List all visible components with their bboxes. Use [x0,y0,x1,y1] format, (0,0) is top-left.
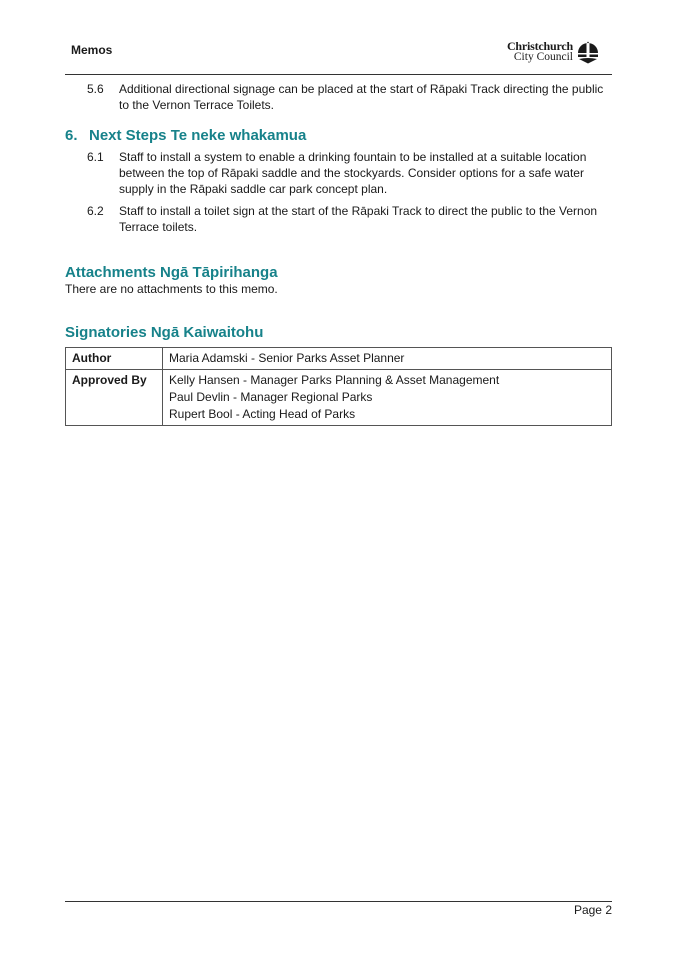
signatories-section [65,324,612,341]
table-row [66,348,612,370]
page-header [65,38,612,75]
paragraph-text: Staff to install a toilet sign at the start of the Rāpaki Track to direct the public to the Vernon Terrace toilets. [119,204,598,234]
next-steps-section [65,127,612,235]
paragraph-number: 5.6 [87,82,104,96]
page-footer [65,901,612,917]
paragraph-text: Additional directional signage can be placed at the start of Rāpaki Track directing the public to the Vernon Terrace Toilets. [119,82,604,112]
attachments-heading: Attachments Ngā Tāpirihanga [65,264,278,281]
paragraph-5-6 [65,81,612,113]
approver-name: Kelly Hansen - Manager Parks Planning & Asset Management [169,373,500,387]
section-number: 6. [65,127,78,144]
paragraph-6-2 [65,203,612,235]
paragraph-number: 6.2 [87,204,104,218]
section-heading [65,127,612,144]
logo-line-2: City Council [513,51,573,63]
cathedral-logo-icon [576,40,600,64]
paragraph-text: Staff to install a system to enable a drinking fountain to be installed at a suitable location between the top of Rāpaki saddle and the stockyards. Consider options for a safe water supply in the Rāpaki saddle car park concept plan. [119,150,587,196]
approved-by-label: Approved By [66,370,163,426]
signatories-heading: Signatories Ngā Kaiwaitohu [65,324,264,341]
approvers-cell [163,370,612,426]
section-title: Next Steps Te neke whakamua [89,127,307,144]
header-label: Memos [71,43,113,57]
attachments-section [65,264,612,297]
author-label: Author [66,348,163,370]
approver-name: Paul Devlin - Manager Regional Parks [169,390,373,404]
council-logo [507,40,600,64]
table-row [66,370,612,426]
logo-line-1: Christchurch [506,39,573,53]
page-number: Page 2 [573,903,612,917]
author-value: Maria Adamski - Senior Parks Asset Planner [163,348,612,370]
approver-name: Rupert Bool - Acting Head of Parks [169,407,356,421]
signatories-table [65,347,612,426]
paragraph-6-1 [65,149,612,197]
logo-text [507,41,573,63]
paragraph-number: 6.1 [87,150,104,164]
attachments-text: There are no attachments to this memo. [65,282,278,296]
